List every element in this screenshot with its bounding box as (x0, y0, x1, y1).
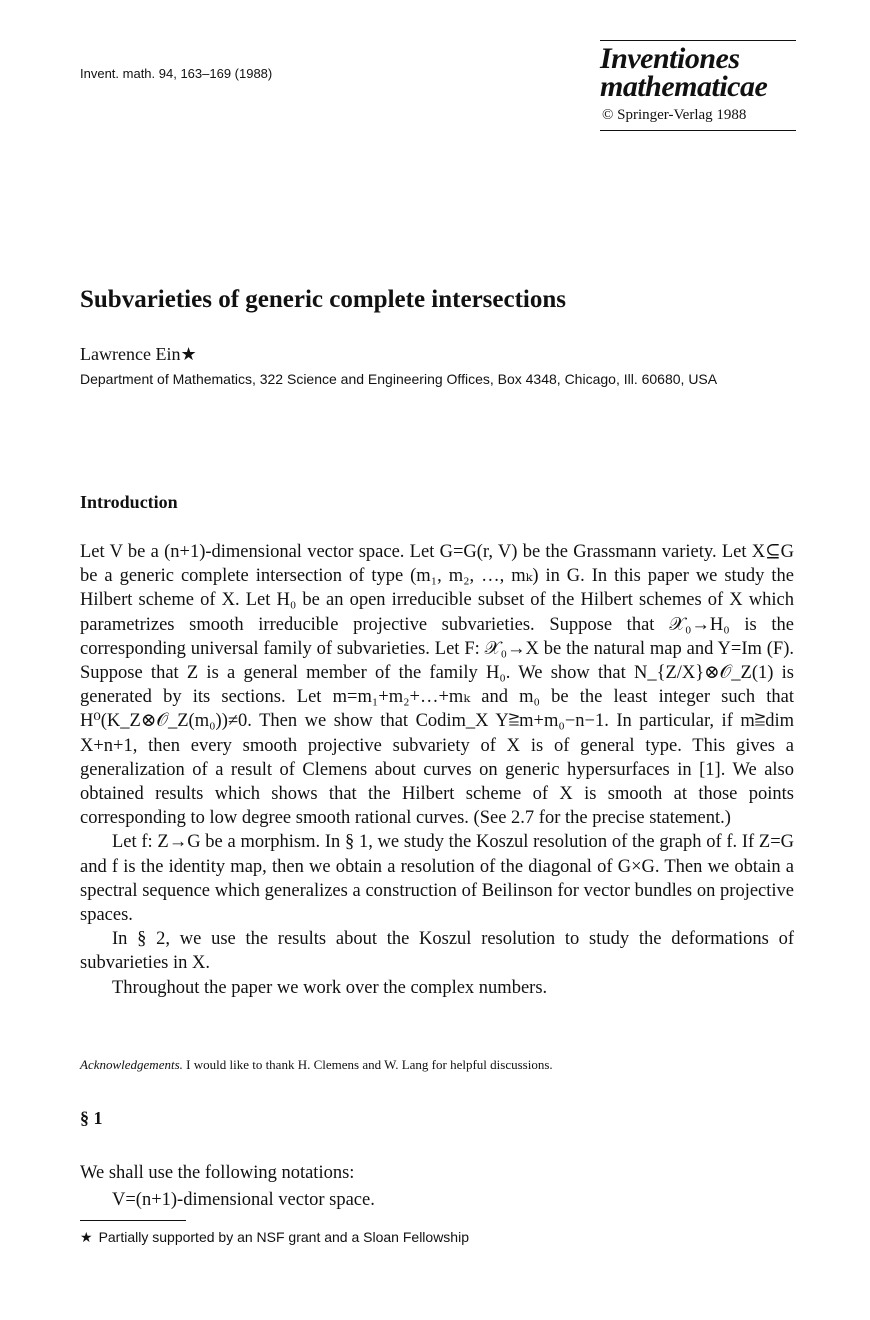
citation: Invent. math. 94, 163–169 (1988) (80, 66, 273, 81)
author (80, 344, 197, 365)
author-footnote-mark: ★ (180, 344, 197, 364)
acknowledgements-text: I would like to thank H. Clemens and W. Lang for helpful discussions. (186, 1057, 553, 1072)
affiliation: Department of Mathematics, 322 Science and Engineering Offices, Box 4348, Chicago, Ill. 60680, USA (80, 371, 718, 387)
journal-name-line1: Inventiones (600, 42, 740, 75)
footnote (80, 1229, 469, 1246)
masthead-top-rule (600, 40, 796, 41)
masthead-bottom-rule (600, 130, 796, 131)
introduction-heading: Introduction (80, 492, 178, 512)
section-1-heading: § 1 (80, 1108, 103, 1128)
intro-paragraph-2: Let f: Z→G be a morphism. In § 1, we study the Koszul resolution of the graph of f. If Z=G and f is the identity map, then we obtain a resolution of the diagonal of G×G. Then we obtain a spectral sequence which generalizes a construction of Beilinson for vector bundles on projective spaces. (80, 832, 794, 926)
footnote-mark: ★ (80, 1229, 93, 1245)
notations-lead: We shall use the following notations: (80, 1163, 355, 1183)
paper-title: Subvarieties of generic complete intersections (80, 286, 566, 313)
journal-name-line2: mathematicae (600, 70, 768, 103)
footnote-text: Partially supported by an NSF grant and a Sloan Fellowship (98, 1229, 469, 1245)
introduction-body (80, 540, 794, 1000)
author-name: Lawrence Ein (80, 344, 181, 364)
journal-masthead (600, 40, 796, 131)
intro-paragraph-4: Throughout the paper we work over the complex numbers. (112, 977, 548, 998)
section-1-body (80, 1160, 794, 1214)
copyright: © Springer-Verlag 1988 (602, 107, 747, 123)
footnote-rule (80, 1220, 186, 1221)
intro-paragraph-3: In § 2, we use the results about the Koszul resolution to study the deformations of subvarieties in X. (80, 929, 794, 974)
acknowledgements (80, 1057, 796, 1073)
acknowledgements-label: Acknowledgements. (80, 1057, 183, 1072)
intro-paragraph-1: Let V be a (n+1)-dimensional vector space. Let G=G(r, V) be the Grassmann variety. Let X⊆G be a generic complete intersection of type (m₁, m₂, …, mₖ) in G. In this paper we study the Hilbert scheme of X. Let H₀ be an open irreducible subset of the Hilbert schemes of X which parametrizes smooth irreducible projective subvarieties. Suppose that 𝒳₀→H₀ is the corresponding universal family of subvarieties. Let F: 𝒳₀→X be the natural map and Y=Im (F). Suppose that Z is a general member of the family H₀. We show that N_{Z/X}⊗𝒪_Z(1) is generated by its sections. Let m=m₁+m₂+…+mₖ and m₀ be the least integer such that H⁰(K_Z⊗𝒪_Z(m₀))≠0. Then we show that Codim_X Y≧m+m₀−n−1. In particular, if m≧dim X+n+1, then every smooth projective subvariety of X is of general type. This gives a generalization of a result of Clemens about curves on generic hypersurfaces in [1]. We also obtained results which shows that the Hilbert scheme of X is smooth at those points corresponding to low degree smooth rational curves. (See 2.7 for the precise statement.) (80, 542, 794, 829)
notation-item: V=(n+1)-dimensional vector space. (112, 1190, 375, 1210)
